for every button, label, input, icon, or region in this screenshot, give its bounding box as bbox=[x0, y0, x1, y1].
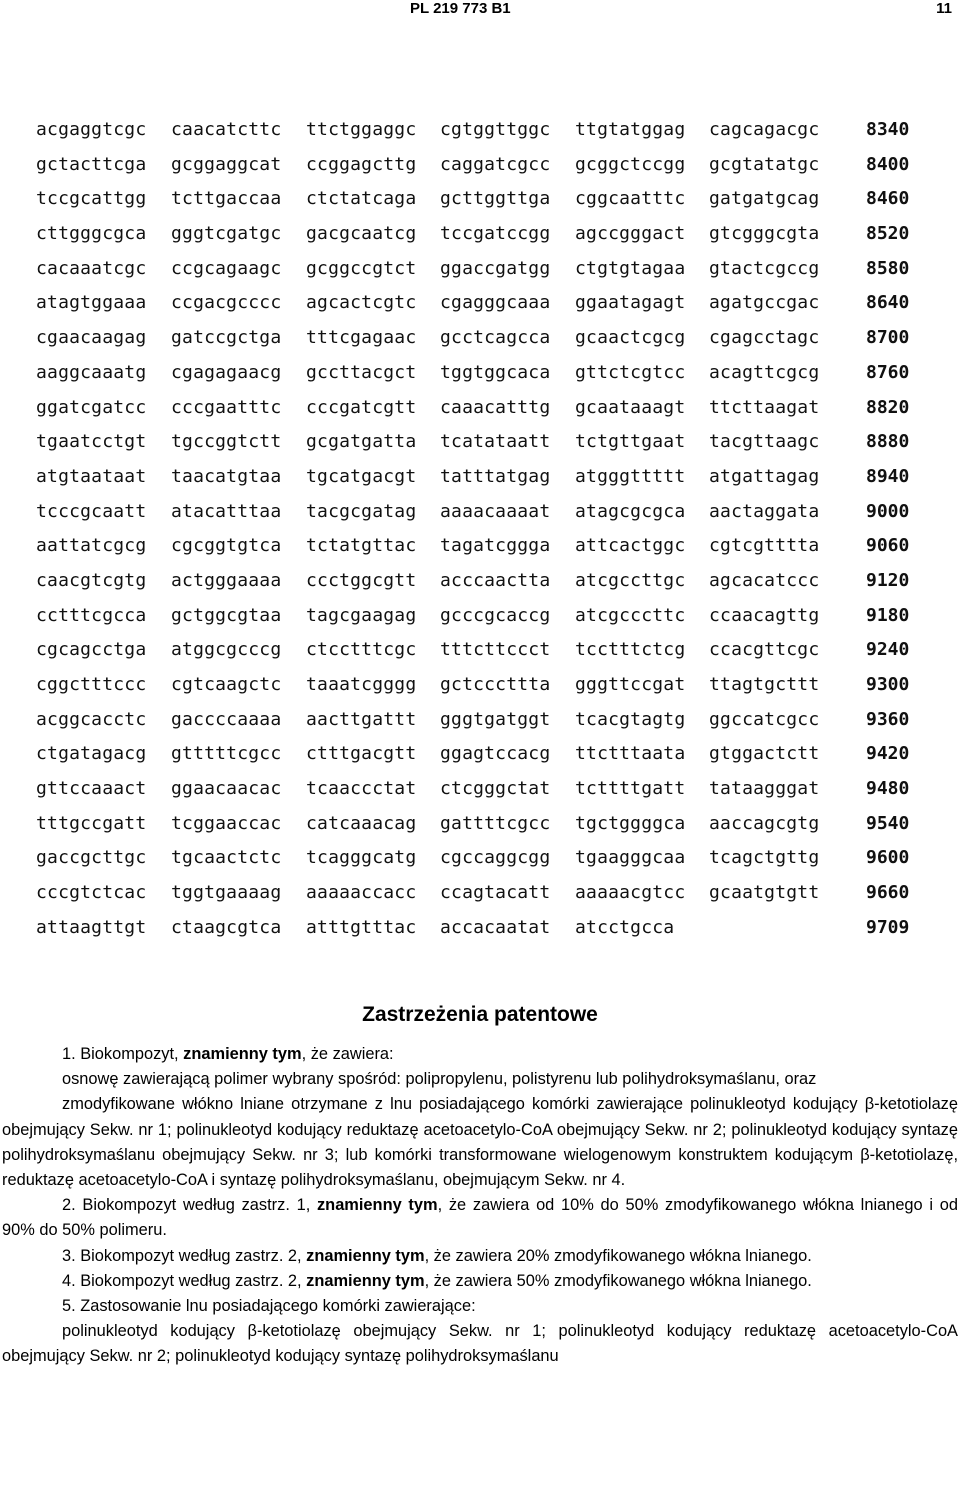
sequence-group: ccggagcttg bbox=[306, 153, 417, 175]
sequence-group: cgagcctagc bbox=[709, 327, 820, 349]
sequence-group: tgaagggcaa bbox=[575, 847, 686, 869]
sequence-position: 9540 bbox=[866, 812, 910, 834]
sequence-group: atggcgcccg bbox=[171, 639, 282, 661]
sequence-position: 9600 bbox=[866, 847, 910, 869]
sequence-group: ttctttaata bbox=[575, 743, 686, 765]
sequence-group: cggcaatttc bbox=[575, 188, 686, 210]
sequence-group: caggatcgcc bbox=[440, 153, 551, 175]
sequence-position: 9240 bbox=[866, 639, 910, 661]
sequence-group: atgattagag bbox=[709, 465, 820, 487]
sequence-group: cgtcgtttta bbox=[709, 535, 820, 557]
sequence-group: tcccgcaatt bbox=[36, 500, 147, 522]
sequence-position: 8400 bbox=[866, 153, 910, 175]
sequence-group: tcttgaccaa bbox=[171, 188, 282, 210]
sequence-group: tcagctgttg bbox=[709, 847, 820, 869]
sequence-group: gcctcagcca bbox=[440, 327, 551, 349]
sequence-group: cgcggtgtca bbox=[171, 535, 282, 557]
sequence-group: ccacgttcgc bbox=[709, 639, 820, 661]
sequence-group: tggtgaaaag bbox=[171, 882, 282, 904]
sequence-group: tccgatccgg bbox=[440, 223, 551, 245]
sequence-group: atcgccttgc bbox=[575, 569, 686, 591]
sequence-row bbox=[36, 255, 926, 290]
sequence-group: ccctggcgtt bbox=[306, 569, 417, 591]
sequence-group: caaacatttg bbox=[440, 396, 551, 418]
sequence-row bbox=[36, 671, 926, 706]
claim-3-keyword: znamienny tym bbox=[306, 1246, 425, 1265]
sequence-group: ctttgacgtt bbox=[306, 743, 417, 765]
sequence-group: tacgttaagc bbox=[709, 431, 820, 453]
sequence-position: 9480 bbox=[866, 778, 910, 800]
sequence-row bbox=[36, 220, 926, 255]
sequence-position: 8760 bbox=[866, 361, 910, 383]
sequence-group: gttctcgtcc bbox=[575, 361, 686, 383]
sequence-group: ctgtgtagaa bbox=[575, 257, 686, 279]
sequence-group: gcggctccgg bbox=[575, 153, 686, 175]
sequence-group: gaccccaaaa bbox=[171, 708, 282, 730]
sequence-row bbox=[36, 394, 926, 429]
sequence-row bbox=[36, 324, 926, 359]
sequence-group: cagcagacgc bbox=[709, 119, 820, 140]
sequence-group: tttgccgatt bbox=[36, 812, 147, 834]
sequence-group: aaggcaaatg bbox=[36, 361, 147, 383]
sequence-group: tcggaaccac bbox=[171, 812, 282, 834]
claim-2-keyword: znamienny tym bbox=[316, 1196, 438, 1215]
sequence-group: attcactggc bbox=[575, 535, 686, 557]
claim-4-text: , że zawiera 50% zmodyfikowanego włókna lnianego. bbox=[424, 1271, 812, 1290]
sequence-group: accacaatat bbox=[440, 916, 551, 938]
sequence-position: 8460 bbox=[866, 188, 910, 210]
claim-1-heading bbox=[2, 1042, 958, 1067]
nucleotide-sequence bbox=[36, 116, 926, 949]
sequence-group: gcggaggcat bbox=[171, 153, 282, 175]
sequence-group: tccgcattgg bbox=[36, 188, 147, 210]
sequence-group: gcaatgtgtt bbox=[709, 882, 820, 904]
sequence-group: gggtgatggt bbox=[440, 708, 551, 730]
sequence-group: taaatcgggg bbox=[306, 674, 417, 695]
sequence-group: ctctatcaga bbox=[306, 188, 417, 210]
sequence-group: ggaacaacac bbox=[171, 778, 282, 800]
sequence-group: gttccaaact bbox=[36, 778, 147, 800]
sequence-group: gtttttcgcc bbox=[171, 743, 282, 765]
sequence-group: acgaggtcgc bbox=[36, 119, 147, 140]
sequence-group: tctgttgaat bbox=[575, 431, 686, 453]
claim-3-number: 3. Biokompozyt według zastrz. 2, bbox=[62, 1246, 307, 1265]
sequence-position: 9660 bbox=[866, 882, 910, 904]
sequence-group: ttcttaagat bbox=[709, 396, 820, 418]
claim-3 bbox=[2, 1244, 958, 1269]
sequence-row bbox=[36, 706, 926, 741]
sequence-position: 9709 bbox=[866, 916, 910, 938]
sequence-group: aaaaaccacc bbox=[306, 882, 417, 904]
sequence-group: tttcgagaac bbox=[306, 327, 417, 349]
sequence-row bbox=[36, 602, 926, 637]
sequence-row bbox=[36, 185, 926, 220]
sequence-group: gtggactctt bbox=[709, 743, 820, 765]
sequence-group: caacgtcgtg bbox=[36, 569, 147, 591]
sequence-group: cctttcgcca bbox=[36, 604, 147, 626]
sequence-group: ctaagcgtca bbox=[171, 916, 282, 938]
sequence-group: gattttcgcc bbox=[440, 812, 551, 834]
sequence-position: 8580 bbox=[866, 257, 910, 279]
sequence-group: cggctttccc bbox=[36, 674, 147, 695]
sequence-row bbox=[36, 914, 926, 949]
sequence-group: taacatgtaa bbox=[171, 465, 282, 487]
sequence-group: gctacttcga bbox=[36, 153, 147, 175]
sequence-group: tgaatcctgt bbox=[36, 431, 147, 453]
sequence-position: 9300 bbox=[866, 674, 910, 695]
sequence-group: gggttccgat bbox=[575, 674, 686, 695]
sequence-position: 9060 bbox=[866, 535, 910, 557]
sequence-group: tctatgttac bbox=[306, 535, 417, 557]
patent-claims bbox=[2, 1000, 958, 1370]
sequence-position: 8940 bbox=[866, 465, 910, 487]
sequence-group: gcccgcaccg bbox=[440, 604, 551, 626]
sequence-group: aaaacaaaat bbox=[440, 500, 551, 522]
claim-1-intro: , że zawiera: bbox=[301, 1045, 394, 1063]
claim-1-keyword: znamienny tym bbox=[183, 1045, 302, 1063]
sequence-group: tcagggcatg bbox=[306, 847, 417, 869]
sequence-group: tttcttccct bbox=[440, 639, 551, 661]
sequence-row bbox=[36, 463, 926, 498]
sequence-row bbox=[36, 810, 926, 845]
sequence-group: gcaactcgcg bbox=[575, 327, 686, 349]
sequence-group: gaccgcttgc bbox=[36, 847, 147, 869]
sequence-row bbox=[36, 567, 926, 602]
sequence-group: ttagtgcttt bbox=[709, 674, 820, 695]
claim-5-heading: 5. Zastosowanie lnu posiadającego komórki zawierające: bbox=[62, 1297, 476, 1316]
page-number: 11 bbox=[936, 0, 952, 17]
sequence-position: 8700 bbox=[866, 327, 910, 349]
sequence-row bbox=[36, 428, 926, 463]
sequence-row bbox=[36, 636, 926, 671]
sequence-group: ggagtccacg bbox=[440, 743, 551, 765]
sequence-row bbox=[36, 844, 926, 879]
sequence-group: ccagtacatt bbox=[440, 882, 551, 904]
sequence-group: tgcaactctc bbox=[171, 847, 282, 869]
sequence-group: ggatcgatcc bbox=[36, 396, 147, 418]
sequence-row bbox=[36, 532, 926, 567]
sequence-group: cgagagaacg bbox=[171, 361, 282, 383]
sequence-group: gctcccttta bbox=[440, 674, 551, 695]
sequence-group: tcctttctcg bbox=[575, 639, 686, 661]
sequence-group: acggcacctc bbox=[36, 708, 147, 730]
sequence-group: aaaaacgtcc bbox=[575, 882, 686, 904]
sequence-group: cgaacaagag bbox=[36, 327, 147, 349]
sequence-position: 9180 bbox=[866, 604, 910, 626]
sequence-position: 9000 bbox=[866, 500, 910, 522]
sequence-group: gggtcgatgc bbox=[171, 223, 282, 245]
sequence-group: cgagggcaaa bbox=[440, 292, 551, 314]
sequence-group: gcggccgtct bbox=[306, 257, 417, 279]
sequence-position: 8640 bbox=[866, 292, 910, 314]
sequence-position: 9360 bbox=[866, 708, 910, 730]
sequence-group: tggtggcaca bbox=[440, 361, 551, 383]
sequence-group: tcttttgatt bbox=[575, 778, 686, 800]
sequence-group: ttgtatggag bbox=[575, 119, 686, 140]
sequence-group: cacaaatcgc bbox=[36, 257, 147, 279]
claim-1-number: 1. Biokompozyt, bbox=[62, 1045, 184, 1063]
claim-1-fiber: zmodyfikowane włókno lniane otrzymane z lnu posiadającego komórki zawierające polinukleotyd kodujący β-ketotiolazę obejmujący Sekw. nr 1; polinukleotyd kodujący reduktazę acetoacetylo-CoA obejmujący Sekw. nr 2; polinukleotyd kodujący syntazę polihydroksymaślanu obejmujący Sekw. nr 3; lub komórki transformowane wielogenowym konstruktem kodującym β-ketotiolazę, reduktazę acetoacetylo-CoA i syntazę polihydroksymaślanu, obejmującym Sekw. nr 4. bbox=[2, 1095, 958, 1190]
sequence-group: aaccagcgtg bbox=[709, 812, 820, 834]
sequence-group: tatttatgag bbox=[440, 465, 551, 487]
sequence-group: acagttcgcg bbox=[709, 361, 820, 383]
sequence-position: 8520 bbox=[866, 223, 910, 245]
sequence-group: atagcgcgca bbox=[575, 500, 686, 522]
sequence-group: ctcgggctat bbox=[440, 778, 551, 800]
sequence-row bbox=[36, 498, 926, 533]
sequence-group: gtcgggcgta bbox=[709, 223, 820, 245]
sequence-group: cgtggttggc bbox=[440, 119, 551, 140]
sequence-group: tagcgaagag bbox=[306, 604, 417, 626]
sequence-row bbox=[36, 289, 926, 324]
sequence-group: cgtcaagctc bbox=[171, 674, 282, 695]
sequence-group: tacgcgatag bbox=[306, 500, 417, 522]
sequence-group: cccgtctcac bbox=[36, 882, 147, 904]
sequence-group: gccttacgct bbox=[306, 361, 417, 383]
sequence-group: atcctgcca bbox=[575, 916, 675, 938]
sequence-position: 9120 bbox=[866, 569, 910, 591]
sequence-group: tcacgtagtg bbox=[575, 708, 686, 730]
sequence-group: gtactcgccg bbox=[709, 257, 820, 279]
sequence-group: catcaaacag bbox=[306, 812, 417, 834]
sequence-group: aattatcgcg bbox=[36, 535, 147, 557]
sequence-group: tgcatgacgt bbox=[306, 465, 417, 487]
claim-3-text: , że zawiera 20% zmodyfikowanego włókna lnianego. bbox=[424, 1246, 812, 1265]
sequence-group: gatccgctga bbox=[171, 327, 282, 349]
sequence-position: 8820 bbox=[866, 396, 910, 418]
sequence-group: atgtaataat bbox=[36, 465, 147, 487]
sequence-group: actgggaaaa bbox=[171, 569, 282, 591]
sequence-group: ctcctttcgc bbox=[306, 639, 417, 661]
claim-2-text: , że zawiera od 10% do 50% zmodyfikowanego włókna lnianego i od 90% do 50% polimeru. bbox=[2, 1196, 958, 1240]
sequence-group: tataagggat bbox=[709, 778, 820, 800]
sequence-group: ccgcagaagc bbox=[171, 257, 282, 279]
sequence-group: gcgtatatgc bbox=[709, 153, 820, 175]
sequence-group: ccaacagttg bbox=[709, 604, 820, 626]
claim-4-number: 4. Biokompozyt według zastrz. 2, bbox=[62, 1271, 307, 1290]
sequence-row bbox=[36, 116, 926, 151]
sequence-group: gctggcgtaa bbox=[171, 604, 282, 626]
claim-2-number: 2. Biokompozyt według zastrz. 1, bbox=[62, 1196, 317, 1215]
sequence-group: gacgcaatcg bbox=[306, 223, 417, 245]
sequence-group: attaagttgt bbox=[36, 916, 147, 938]
sequence-group: ggaatagagt bbox=[575, 292, 686, 314]
claim-5-text: polinukleotyd kodujący β-ketotiolazę obejmujący Sekw. nr 1; polinukleotyd kodujący reduktazę acetoacetylo-CoA obejmujący Sekw. nr 2; polinukleotyd kodujący syntazę polihydroksymaślanu bbox=[2, 1322, 958, 1366]
sequence-group: ggaccgatgg bbox=[440, 257, 551, 279]
sequence-group: tgccggtctt bbox=[171, 431, 282, 453]
sequence-group: cttgggcgca bbox=[36, 223, 147, 245]
sequence-group: aacttgattt bbox=[306, 708, 417, 730]
sequence-row bbox=[36, 359, 926, 394]
sequence-row bbox=[36, 775, 926, 810]
sequence-group: caacatcttc bbox=[171, 119, 282, 140]
sequence-group: agatgccgac bbox=[709, 292, 820, 314]
sequence-group: agccgggact bbox=[575, 223, 686, 245]
sequence-row bbox=[36, 151, 926, 186]
sequence-group: ggccatcgcc bbox=[709, 708, 820, 730]
sequence-position: 8880 bbox=[866, 431, 910, 453]
sequence-group: atcgcccttc bbox=[575, 604, 686, 626]
claims-title: Zastrzeżenia patentowe bbox=[362, 1003, 598, 1026]
claim-2 bbox=[2, 1193, 958, 1243]
sequence-group: atacatttaa bbox=[171, 500, 282, 522]
sequence-group: ttctggaggc bbox=[306, 119, 417, 140]
claim-4 bbox=[2, 1269, 958, 1294]
sequence-position: 8340 bbox=[866, 119, 910, 140]
sequence-group: cgcagcctga bbox=[36, 639, 147, 661]
sequence-group: tagatcggga bbox=[440, 535, 551, 557]
sequence-group: tcatataatt bbox=[440, 431, 551, 453]
sequence-group: tcaaccctat bbox=[306, 778, 417, 800]
sequence-group: agcactcgtc bbox=[306, 292, 417, 314]
publication-number: PL 219 773 B1 bbox=[410, 0, 511, 17]
page-header bbox=[0, 0, 960, 22]
sequence-group: gcaataaagt bbox=[575, 396, 686, 418]
sequence-row bbox=[36, 879, 926, 914]
sequence-row bbox=[36, 740, 926, 775]
sequence-group: cccgatcgtt bbox=[306, 396, 417, 418]
sequence-group: cccgaatttc bbox=[171, 396, 282, 418]
sequence-group: agcacatccc bbox=[709, 569, 820, 591]
sequence-group: gatgatgcag bbox=[709, 188, 820, 210]
sequence-group: ctgatagacg bbox=[36, 743, 147, 765]
sequence-position: 9420 bbox=[866, 743, 910, 765]
sequence-group: cgccaggcgg bbox=[440, 847, 551, 869]
sequence-group: atagtggaaa bbox=[36, 292, 147, 314]
sequence-group: gcgatgatta bbox=[306, 431, 417, 453]
claim-1-matrix: osnowę zawierającą polimer wybrany spośród: polipropylenu, polistyrenu lub polihydroksymaślanu, oraz bbox=[62, 1070, 817, 1089]
sequence-group: atgggttttt bbox=[575, 465, 686, 487]
sequence-group: tgctggggca bbox=[575, 812, 686, 834]
sequence-group: atttgtttac bbox=[306, 916, 417, 938]
sequence-group: gcttggttga bbox=[440, 188, 551, 210]
sequence-group: acccaactta bbox=[440, 569, 551, 591]
sequence-group: ccgacgcccc bbox=[171, 292, 282, 314]
claim-4-keyword: znamienny tym bbox=[306, 1271, 425, 1290]
sequence-group: aactaggata bbox=[709, 500, 820, 522]
